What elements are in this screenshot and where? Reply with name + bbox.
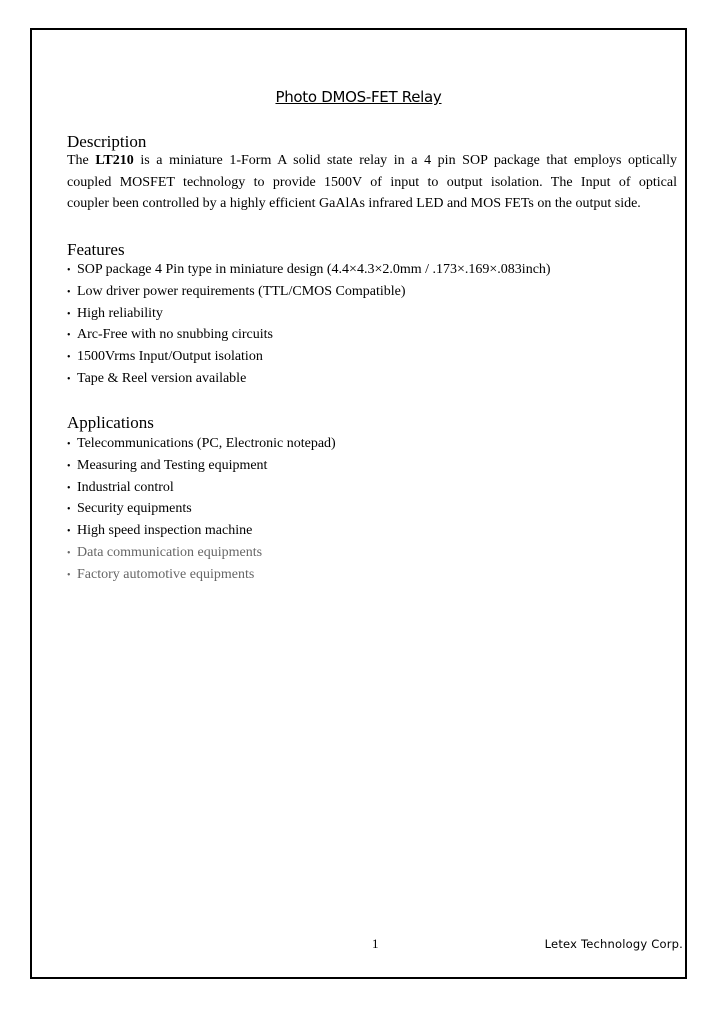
- application-text: High speed inspection machine: [77, 523, 253, 539]
- description-line-1: [67, 150, 677, 172]
- description-heading: Description: [67, 132, 147, 151]
- description-line-2: coupled MOSFET technology to provide 1500V of input to output isolation. The Input of optical: [67, 174, 677, 190]
- applications-list: [67, 433, 336, 586]
- feature-text: Low driver power requirements (TTL/CMOS Compatible): [77, 283, 406, 299]
- features-list: [67, 259, 551, 390]
- bullet-icon: •: [67, 308, 71, 320]
- applications-heading: Applications: [67, 413, 154, 432]
- list-item: [67, 368, 551, 390]
- feature-text: High reliability: [77, 305, 163, 321]
- bullet-icon: •: [67, 504, 71, 516]
- list-item: [67, 477, 336, 499]
- list-item: [67, 281, 551, 303]
- feature-text: 1500Vrms Input/Output isolation: [77, 349, 263, 365]
- list-item: [67, 455, 336, 477]
- application-text: Measuring and Testing equipment: [77, 457, 268, 473]
- application-text: Data communication equipments: [77, 544, 263, 560]
- list-item: [67, 498, 336, 520]
- description-paragraph: [67, 150, 677, 215]
- bullet-icon: •: [67, 460, 71, 472]
- company-name: Letex Technology Corp.: [544, 937, 683, 951]
- bullet-icon: •: [67, 569, 71, 581]
- feature-text: SOP package 4 Pin type in miniature design (4.4×4.3×2.0mm / .173×.169×.083inch): [77, 262, 551, 277]
- list-item: [67, 433, 336, 455]
- document-page: [30, 28, 687, 979]
- bullet-icon: •: [67, 439, 71, 450]
- list-item: [67, 564, 336, 586]
- bullet-icon: •: [67, 482, 71, 494]
- application-text: Telecommunications (PC, Electronic notepad): [77, 436, 336, 451]
- application-text: Industrial control: [77, 479, 174, 495]
- features-heading: Features: [67, 240, 125, 259]
- part-number: LT210: [95, 153, 134, 168]
- list-item: [67, 542, 336, 564]
- feature-text: Tape & Reel version available: [77, 370, 247, 386]
- list-item: [67, 346, 551, 368]
- application-text: Security equipments: [77, 501, 192, 517]
- bullet-icon: •: [67, 352, 71, 364]
- description-line-3: coupler been controlled by a highly efficient GaAlAs infrared LED and MOS FETs on the output side.: [67, 196, 641, 212]
- description-text-start: The: [67, 153, 96, 168]
- list-item: [67, 259, 551, 281]
- bullet-icon: •: [67, 330, 71, 342]
- page-title: Photo DMOS-FET Relay: [275, 88, 442, 106]
- application-text: Factory automotive equipments: [77, 566, 255, 582]
- list-item: [67, 324, 551, 346]
- bullet-icon: •: [67, 286, 71, 298]
- bullet-icon: •: [67, 547, 71, 559]
- page-number: 1: [372, 936, 379, 951]
- bullet-icon: •: [67, 526, 71, 538]
- list-item: [67, 520, 336, 542]
- description-text-rest: is a miniature 1-Form A solid state relay in a 4 pin SOP package that employs optically: [133, 153, 678, 168]
- bullet-icon: •: [67, 373, 71, 385]
- feature-text: Arc-Free with no snubbing circuits: [77, 327, 273, 343]
- bullet-icon: •: [67, 265, 71, 276]
- list-item: [67, 303, 551, 325]
